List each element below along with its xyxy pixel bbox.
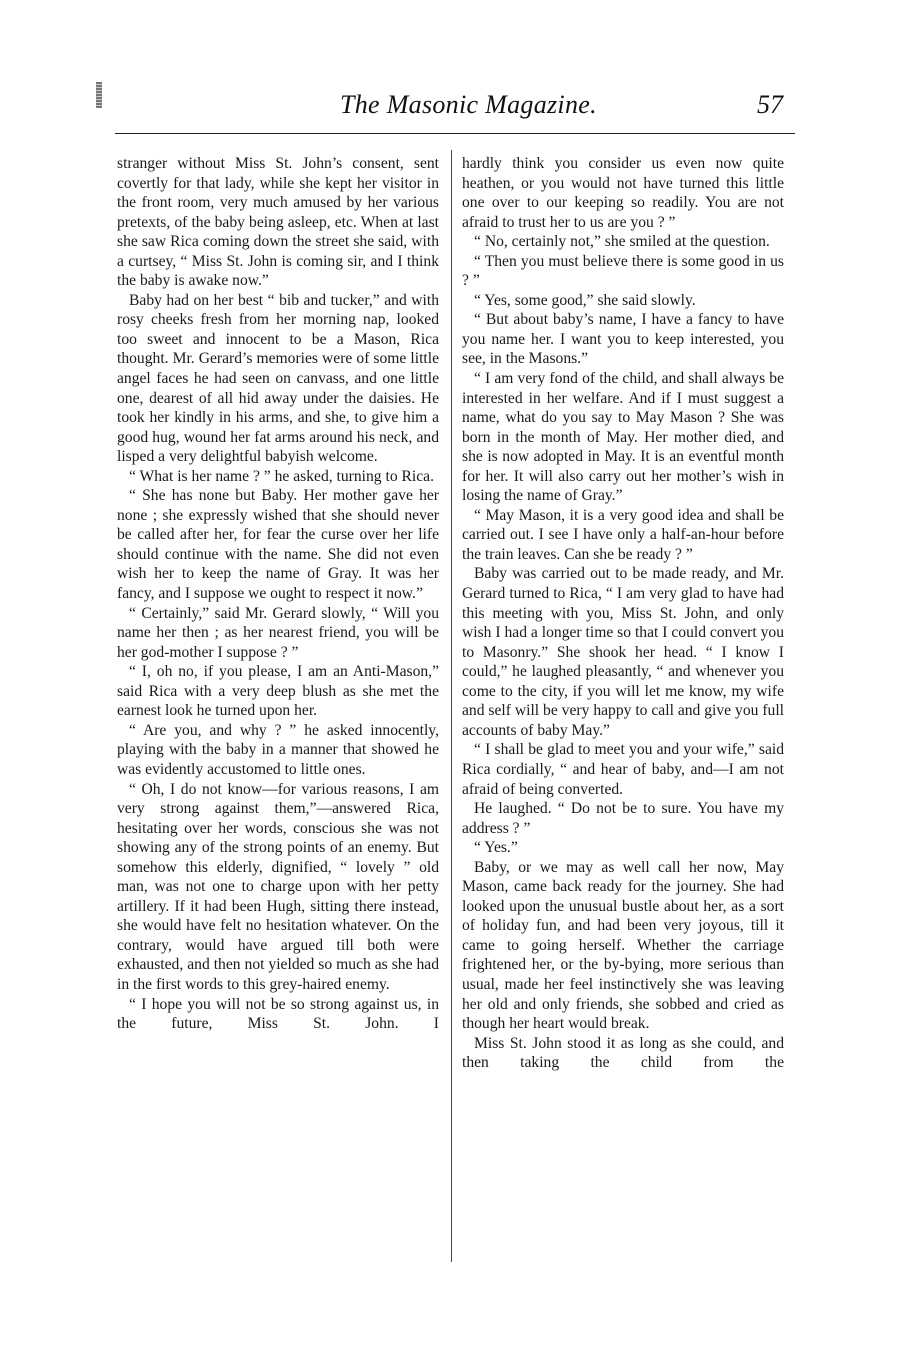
paragraph: “ No, certainly not,” she smiled at the question.: [474, 233, 770, 251]
paragraph: Miss St. John stood it as long as she could, and then taking the child from the: [462, 1034, 784, 1072]
paragraph: Baby, or we may as well call her now, May Mason, came back ready for the journey. She had looked upon the unusual bustle about her, as a sort of holiday fun, and had been very joyous, till it came to going herself. Whether the carriage frightened her, or the by-bying, more serious than usual, made her feel instinctively she was leaving her old and only friends, she sobbed and cried as though her heart would break.: [462, 858, 784, 1033]
left-column: [117, 154, 439, 1034]
paragraph: “ Yes, some good,” she said slowly.: [474, 291, 696, 309]
paragraph: “ I am very fond of the child, and shall always be interested in her welfare. And if I must suggest a name, what do you say to May Mason ? She was born in the month of May. Her mother died, and she is now adopted in May. It is an eventful month for her. It will also carry out her mother’s wish in losing the name of Gray.”: [462, 370, 784, 505]
paragraph: Baby was carried out to be made ready, and Mr. Gerard turned to Rica, “ I am very glad to have had this meeting with you, Miss St. John, and only wish I had a longer time so that I could convert you to Masonry.” She shook her head. “ I know I could,” he laughed pleasantly, “ and whenever you come to the city, if you will let me know, my wife and self will be very happy to call and give you full accounts of baby May.”: [462, 565, 784, 739]
paragraph: “ Yes.”: [474, 839, 518, 857]
column-divider: [451, 150, 452, 1262]
paragraph: hardly think you consider us even now quite heathen, or you would not have turned this little one over to our keeping so readily. You are not afraid to trust her to us are you ? ”: [462, 155, 784, 231]
paragraph: “ Then you must believe there is some good in us ? ”: [462, 252, 784, 290]
paragraph: “ She has none but Baby. Her mother gave her none ; she expressly wished that she should never be called after her, for fear the curse over her life should continue with the name. She did not even wish her to keep the name of Gray. It was her fancy, and I suppose we ought to respect it now.”: [117, 487, 439, 603]
paragraph: Baby had on her best “ bib and tucker,” and with rosy cheeks fresh from her morning nap, looked too sweet and innocent to be a Mason, Rica thought. Mr. Gerard’s memories were of some little angel faces he had seen on canvass, and one little one, dearest of all hid away under the daisies. He took her kindly in his arms, and she, to give him a good hug, wound her fat arms around his neck, and lisped a very delightful babyish welcome.: [117, 291, 439, 466]
paragraph: “ Are you, and why ? ” he asked innocently, playing with the baby in a manner that showed he was evidently accustomed to little ones.: [117, 721, 439, 778]
magazine-title: The Masonic Magazine.: [340, 90, 597, 119]
paragraph: “ Certainly,” said Mr. Gerard slowly, “ Will you name her then ; as her nearest friend, you will be her god-mother I suppose ? ”: [117, 604, 439, 661]
paragraph: “ I hope you will not be so strong against us, in the future, Miss St. John. I: [117, 995, 439, 1033]
paragraph: stranger without Miss St. John’s consent, sent covertly for that lady, while she kept her visitor in the front room, very much amused by her various pretexts, of the baby being asleep, etc. When at last she saw Rica coming down the street she said, with a curtsey, “ Miss St. John is coming sir, and I think the baby is awake now.”: [117, 155, 439, 290]
paragraph: He laughed. “ Do not be to sure. You have my address ? ”: [462, 800, 784, 837]
header-rule: [115, 133, 795, 134]
page-number: 57: [757, 90, 783, 119]
paragraph: “ I, oh no, if you please, I am an Anti-Mason,” said Rica with a very deep blush as she met the earnest look he turned upon her.: [117, 663, 439, 720]
right-column: [462, 154, 784, 1073]
paragraph: “ May Mason, it is a very good idea and shall be carried out. I see I have only a half-an-hour before the train leaves. Can she be ready ? ”: [462, 506, 784, 563]
paragraph: “ What is her name ? ” he asked, turning to Rica.: [129, 467, 434, 485]
running-head: [0, 84, 909, 124]
paragraph: “ Oh, I do not know—for various reasons, I am very strong against them,”—answered Rica, hesitating over her words, conscious she was not showing any of the strong points of an enemy. But somehow this elderly, dignified, “ lovely ” old man, was not one to charge upon with her petty artillery. If it had been Hugh, sitting there instead, she would have felt no hesitation whatever. On the contrary, would have argued till both were exhausted, and then not yielded so much as she had in the first words to this grey-haired enemy.: [117, 780, 439, 993]
paragraph: “ I shall be glad to meet you and your wife,” said Rica cordially, “ and hear of baby, and—I am not afraid of being converted.: [462, 741, 784, 798]
paragraph: “ But about baby’s name, I have a fancy to have you name her. I want you to keep interested, you see, in the Masons.”: [462, 311, 784, 368]
